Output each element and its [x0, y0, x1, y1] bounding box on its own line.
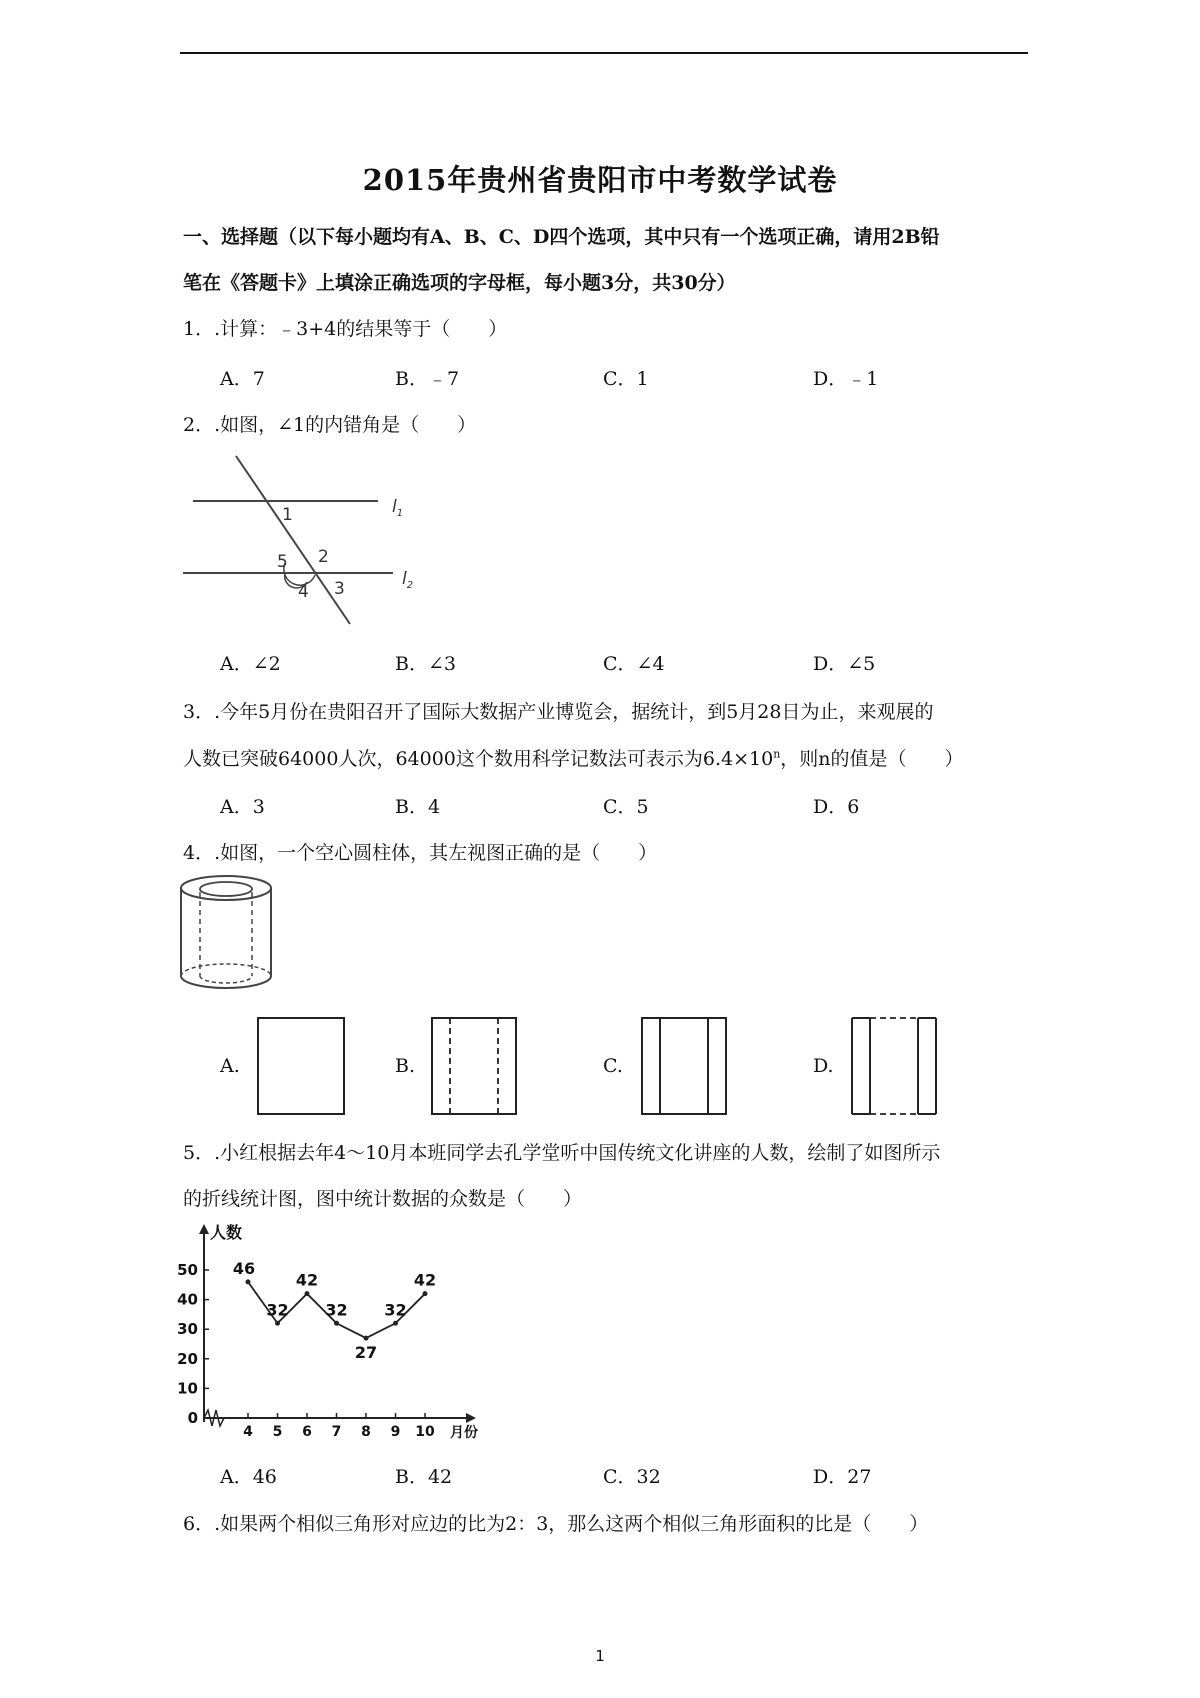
header-rule — [180, 52, 1028, 54]
q2-option-a: A．∠2 — [220, 653, 281, 675]
q4-option-c-label: C. — [603, 1055, 623, 1077]
q4-option-d-label: D. — [813, 1055, 834, 1077]
q3-option-c: C．5 — [603, 796, 649, 818]
y-tick-label: 40 — [177, 1290, 198, 1309]
data-point — [423, 1291, 428, 1296]
q1-option-a: A．7 — [220, 368, 265, 390]
x-tick-label: 4 — [243, 1424, 253, 1440]
q5-option-a: A．46 — [220, 1466, 277, 1488]
data-label: 42 — [413, 1270, 437, 1290]
data-label: 32 — [384, 1300, 407, 1320]
q4-option-a-figure — [256, 1016, 348, 1116]
q4-option-a-label: A. — [220, 1055, 240, 1077]
data-point — [364, 1336, 369, 1341]
question-4: 4．.如图，一个空心圆柱体，其左视图正确的是（ ） — [183, 842, 658, 864]
q5-option-b: B．42 — [395, 1466, 453, 1488]
question-3-line1: 3．.今年5月份在贵阳召开了国际大数据产业博览会，据统计，到5月28日为止，来观展的 — [183, 701, 934, 723]
line-chart — [177, 1222, 498, 1441]
data-label: 46 — [232, 1258, 256, 1278]
data-point — [393, 1321, 398, 1326]
x-tick-label: 7 — [331, 1424, 342, 1440]
q1-option-d: D．﹣1 — [813, 368, 879, 390]
q3-option-b: B．4 — [395, 796, 441, 818]
q4-option-b-figure — [430, 1016, 520, 1116]
q4-option-d-figure — [850, 1016, 940, 1116]
q5-option-d: D．27 — [813, 1466, 872, 1488]
data-point — [246, 1279, 251, 1284]
angle-label-5: 5 — [277, 552, 288, 572]
x-axis-label: 月份 — [450, 1425, 478, 1441]
page-title: 2015年贵州省贵阳市中考数学试卷 — [362, 163, 838, 197]
y-tick-label: 30 — [177, 1320, 198, 1339]
q3-option-d: D．6 — [813, 796, 860, 818]
label-l2: $l_2$ — [402, 569, 414, 591]
y-tick-label: 0 — [187, 1409, 198, 1427]
angle-label-2: 2 — [318, 547, 329, 567]
q3-option-a: A．3 — [220, 796, 265, 818]
data-point — [334, 1321, 339, 1326]
angle-label-1: 1 — [282, 505, 293, 525]
angle-label-4: 4 — [298, 582, 309, 602]
q2-option-c: C．∠4 — [603, 653, 665, 675]
x-axis-arrow — [466, 1413, 476, 1423]
data-point — [305, 1291, 310, 1296]
y-axis-arrow — [199, 1224, 209, 1234]
x-tick-label: 8 — [361, 1424, 371, 1440]
q4-option-b-label: B. — [395, 1055, 416, 1077]
x-tick-label: 5 — [272, 1424, 283, 1440]
question-1: 1．.计算：﹣3+4的结果等于（ ） — [183, 318, 508, 340]
y-tick-label: 50 — [177, 1261, 198, 1279]
question-5-line2: 的折线统计图，图中统计数据的众数是（ ） — [183, 1188, 583, 1210]
q4-option-c-figure — [640, 1016, 730, 1116]
question-6: 6．.如果两个相似三角形对应边的比为2：3，那么这两个相似三角形面积的比是（ ） — [183, 1513, 929, 1535]
data-label: 32 — [266, 1300, 289, 1320]
data-label: 27 — [354, 1343, 378, 1363]
hollow-cylinder-figure — [178, 872, 278, 994]
y-tick-label: 10 — [177, 1379, 198, 1398]
q1-option-c: C．1 — [603, 368, 649, 390]
section-heading-line1: 一、选择题（以下每小题均有A、B、C、D四个选项，其中只有一个选项正确，请用2B铅 — [183, 226, 940, 248]
angle-label-3: 3 — [334, 579, 345, 599]
parallel-lines-figure — [178, 450, 428, 630]
data-point — [275, 1321, 280, 1326]
q2-option-b: B．∠3 — [395, 653, 456, 675]
y-axis-label: 人数 — [210, 1223, 243, 1242]
question-5-line1: 5．.小红根据去年4～10月本班同学去孔学堂听中国传统文化讲座的人数，绘制了如图所示 — [183, 1142, 941, 1164]
section-heading-line2: 笔在《答题卡》上填涂正确选项的字母框，每小题3分，共30分） — [183, 272, 736, 294]
data-label: 32 — [325, 1300, 348, 1320]
q2-option-d: D．∠5 — [813, 653, 876, 675]
page-number: 1 — [595, 1647, 605, 1665]
y-tick-label: 20 — [177, 1349, 198, 1368]
question-3-line2: 人数已突破64000人次，64000这个数用科学记数法可表示为$6.4\times 10^n$，则n的值是（ ） — [183, 747, 964, 770]
q1-option-b: B．﹣7 — [395, 368, 460, 390]
q5-option-c: C．32 — [603, 1466, 661, 1488]
x-tick-label: 9 — [390, 1424, 401, 1440]
x-tick-label: 10 — [415, 1424, 435, 1440]
question-2: 2．.如图，∠1的内错角是（ ） — [183, 414, 477, 436]
data-label: 42 — [295, 1270, 319, 1290]
x-tick-label: 6 — [302, 1424, 312, 1440]
label-l1: $l_1$ — [392, 497, 404, 519]
